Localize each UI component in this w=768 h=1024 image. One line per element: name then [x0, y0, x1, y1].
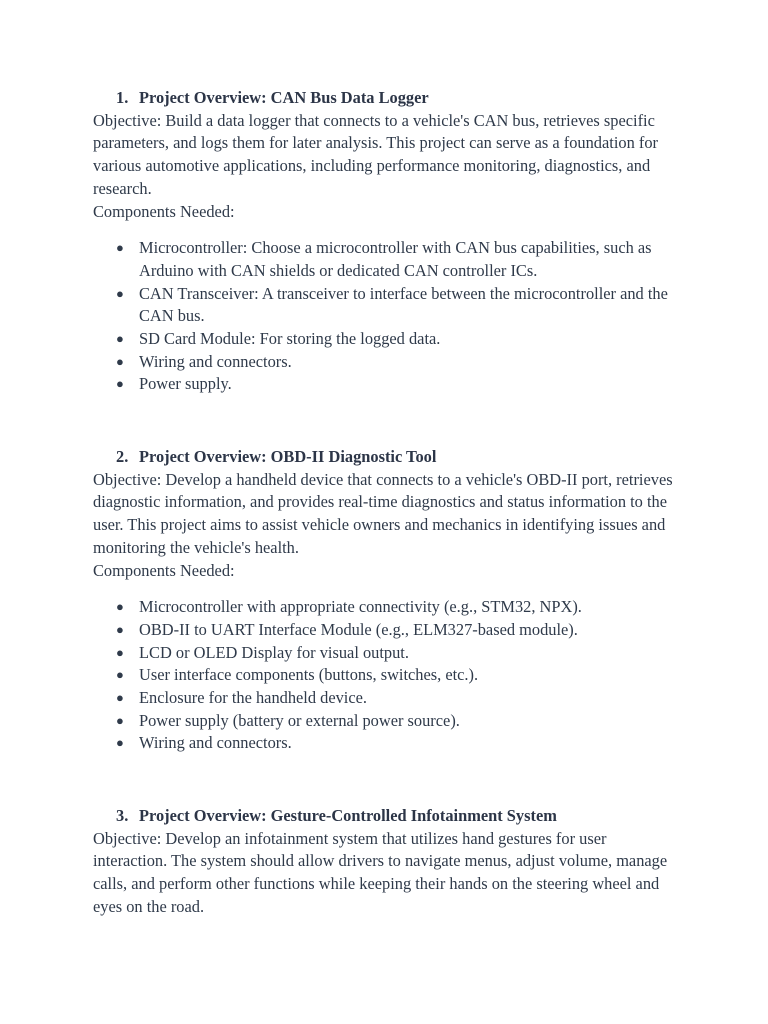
list-item [93, 351, 683, 374]
section-heading [93, 805, 683, 828]
list-item [93, 642, 683, 665]
bullet-icon: ● [116, 667, 124, 683]
section-heading [93, 87, 683, 110]
list-item [93, 687, 683, 710]
list-item-text: Wiring and connectors. [139, 733, 292, 753]
section-number: 2. [116, 447, 129, 466]
section-gesture-controlled-infotainment [93, 805, 683, 919]
list-item [93, 283, 683, 328]
bullet-icon: ● [116, 712, 124, 728]
bullet-icon: ● [116, 376, 124, 392]
section-number: 3. [116, 806, 129, 825]
list-item [93, 619, 683, 642]
bullet-icon: ● [116, 644, 124, 660]
section-title: Project Overview: Gesture-Controlled Infotainment System [139, 806, 557, 825]
list-item-text: Enclosure for the handheld device. [139, 688, 368, 708]
list-item [93, 732, 683, 755]
bullet-icon: ● [116, 240, 124, 256]
objective-paragraph: Objective: Develop an infotainment system that utilizes hand gestures for user interaction. The system should allow drivers to navigate menus, adjust volume, manage calls, and perform other functions while keeping their hands on the steering wheel and eyes on the road. [93, 828, 668, 916]
list-item-text: Power supply (battery or external power source). [139, 710, 460, 730]
list-item-text: Wiring and connectors. [139, 351, 292, 371]
list-item [93, 373, 683, 396]
list-item [93, 237, 683, 282]
components-list [93, 596, 683, 755]
list-item-text: Power supply. [139, 374, 232, 394]
list-item-text: LCD or OLED Display for visual output. [139, 642, 409, 662]
section-can-bus-data-logger [93, 87, 683, 396]
bullet-icon: ● [116, 353, 124, 369]
list-item-text: OBD-II to UART Interface Module (e.g., ELM327-based module). [139, 619, 578, 639]
components-label: Components Needed: [93, 201, 235, 221]
bullet-icon: ● [116, 690, 124, 706]
section-heading [93, 446, 683, 469]
section-obd-ii-diagnostic-tool [93, 446, 683, 755]
section-number: 1. [116, 88, 129, 107]
bullet-icon: ● [116, 621, 124, 637]
section-title: Project Overview: CAN Bus Data Logger [139, 88, 429, 107]
components-list [93, 237, 683, 396]
list-item-text: SD Card Module: For storing the logged data. [139, 329, 441, 349]
section-title: Project Overview: OBD-II Diagnostic Tool [139, 447, 437, 466]
bullet-icon: ● [116, 285, 124, 301]
list-item-text: User interface components (buttons, switches, etc.). [139, 665, 479, 685]
list-item-text: Microcontroller with appropriate connectivity (e.g., STM32, NPX). [139, 597, 582, 617]
components-label: Components Needed: [93, 560, 235, 580]
list-item [93, 710, 683, 733]
bullet-icon: ● [116, 735, 124, 751]
list-item [93, 596, 683, 619]
list-item-text: Microcontroller: Choose a microcontroller with CAN bus capabilities, such as Arduino with CAN shields or dedicated CAN controller ICs. [139, 238, 652, 280]
list-item [93, 664, 683, 687]
objective-paragraph: Objective: Develop a handheld device that connects to a vehicle's OBD-II port, retrieves diagnostic information, and provides real-time diagnostics and status information to the user. This project aims to assist vehicle owners and mechanics in identifying issues and monitoring the vehicle's health. [93, 469, 673, 557]
bullet-icon: ● [116, 331, 124, 347]
objective-paragraph: Objective: Build a data logger that connects to a vehicle's CAN bus, retrieves specific parameters, and logs them for later analysis. This project can serve as a foundation for various automotive applications, including performance monitoring, diagnostics, and research. [93, 110, 658, 198]
list-item-text: CAN Transceiver: A transceiver to interface between the microcontroller and the CAN bus. [139, 283, 668, 326]
list-item [93, 328, 683, 351]
bullet-icon: ● [116, 599, 124, 615]
